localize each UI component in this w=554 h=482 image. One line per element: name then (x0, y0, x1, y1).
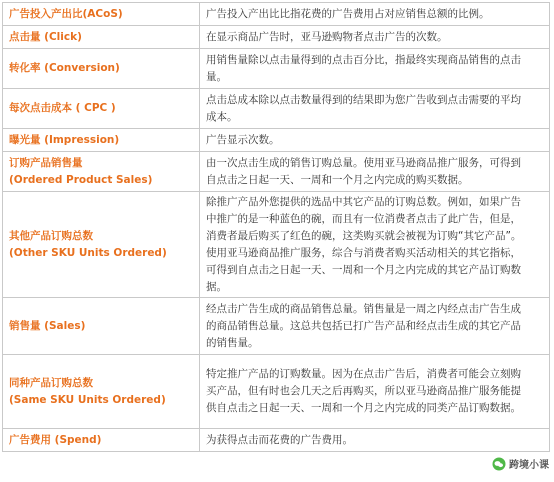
definition-line: 广告投入产出比比指花费的广告费用占对应销售总额的比例。 (206, 7, 490, 20)
definition-cell (200, 355, 550, 429)
definition-line: 可得到自点击之日起一天、一周和一个月之内完成的其它产品订购数 (206, 263, 521, 276)
definition-line: 使用亚马逊商品推广服务，综合与消费者购买活动相关的其它指标， (206, 246, 521, 259)
glossary-row (3, 152, 550, 192)
definition-line: 除推广产品外您提供的选品中其它产品的订购总数。例如，如果广告 (206, 195, 521, 208)
definition-cell (200, 152, 550, 192)
term-line: 点击量 (Click) (9, 30, 82, 43)
term-cell (3, 89, 200, 129)
definition-line: 消费者最后购买了红色的碗，这类购买就会被视为订购“其它产品”。 (206, 229, 522, 242)
definition-line: 特定推广产品的订购数量。因为在点击广告后，消费者可能会立刻购 (206, 368, 521, 380)
term-cell (3, 152, 200, 192)
term-cell (3, 26, 200, 49)
watermark-text: 跨境小课 (509, 460, 549, 471)
term-line: 广告投入产出比(ACoS) (9, 7, 123, 20)
term-cell (3, 429, 200, 452)
definition-line: 买产品，但有时也会几天之后再购买，所以亚马逊商品推广服务能提 (206, 385, 521, 397)
definition-line: 供自点击之日起一天、一周和一个月之内完成的同类产品订购数据。 (206, 402, 521, 414)
definition-cell (200, 3, 550, 26)
glossary-row (3, 355, 550, 429)
glossary-table (2, 2, 550, 452)
definition-line: 自点击之日起一天、一周和一个月之内完成的购买数据。 (206, 173, 469, 186)
term-line: 销售量 (Sales) (9, 319, 86, 332)
definition-line: 中推广的是一种蓝色的碗，而且有一位消费者点击了此广告，但是， (206, 212, 521, 225)
definition-line: 广告显示次数。 (206, 133, 280, 146)
term-line: (Same SKU Units Ordered) (9, 393, 166, 406)
term-line: 同种产品订购总数 (9, 376, 93, 389)
term-cell (3, 355, 200, 429)
definition-line: 经点击广告生成的商品销售总量。销售量是一周之内经点击广告生成 (206, 302, 521, 315)
term-line: 曝光量 (Impression) (9, 133, 120, 146)
term-line: 转化率 (Conversion) (9, 62, 120, 74)
glossary-row (3, 3, 550, 26)
glossary-row (3, 429, 550, 452)
glossary-row (3, 298, 550, 355)
term-line: (Other SKU Units Ordered) (9, 246, 167, 259)
definition-cell (200, 89, 550, 129)
definition-cell (200, 26, 550, 49)
definition-line: 在显示商品广告时，亚马逊购物者点击广告的次数。 (206, 30, 448, 43)
definition-line: 的销售量。 (206, 336, 259, 349)
term-line: 每次点击成本 ( CPC ) (9, 102, 116, 114)
definition-cell (200, 129, 550, 152)
glossary-row (3, 192, 550, 298)
definition-cell (200, 429, 550, 452)
term-cell (3, 49, 200, 89)
glossary-row (3, 49, 550, 89)
definition-line: 为获得点击而花费的广告费用。 (206, 433, 353, 446)
definition-line: 的商品销售总量。这总共包括已打广告产品和经点击生成的其它产品 (206, 319, 521, 332)
term-cell (3, 129, 200, 152)
watermark (489, 455, 552, 472)
glossary-row (3, 26, 550, 49)
term-line: 订购产品销售量 (9, 156, 83, 169)
term-cell (3, 192, 200, 298)
definition-cell (200, 49, 550, 89)
definition-line: 据。 (206, 280, 227, 293)
definition-line: 用销售量除以点击量得到的点击百分比，指最终实现商品销售的点击 (206, 53, 521, 66)
definition-line: 点击总成本除以点击数量得到的结果即为您广告收到点击需要的平均 (206, 93, 521, 106)
term-line: (Ordered Product Sales) (9, 173, 153, 186)
definition-cell (200, 298, 550, 355)
term-line: 广告费用 (Spend) (9, 433, 102, 446)
term-line: 其他产品订购总数 (9, 229, 93, 242)
definition-line: 由一次点击生成的销售订购总量。使用亚马逊商品推广服务，可得到 (206, 156, 521, 169)
glossary-row (3, 129, 550, 152)
chat-bubble-logo-icon (492, 457, 506, 471)
term-cell (3, 3, 200, 26)
definition-line: 成本。 (206, 110, 238, 123)
definition-cell (200, 192, 550, 298)
glossary-row (3, 89, 550, 129)
glossary-rows (3, 3, 550, 452)
term-cell (3, 298, 200, 355)
definition-line: 量。 (206, 70, 227, 83)
